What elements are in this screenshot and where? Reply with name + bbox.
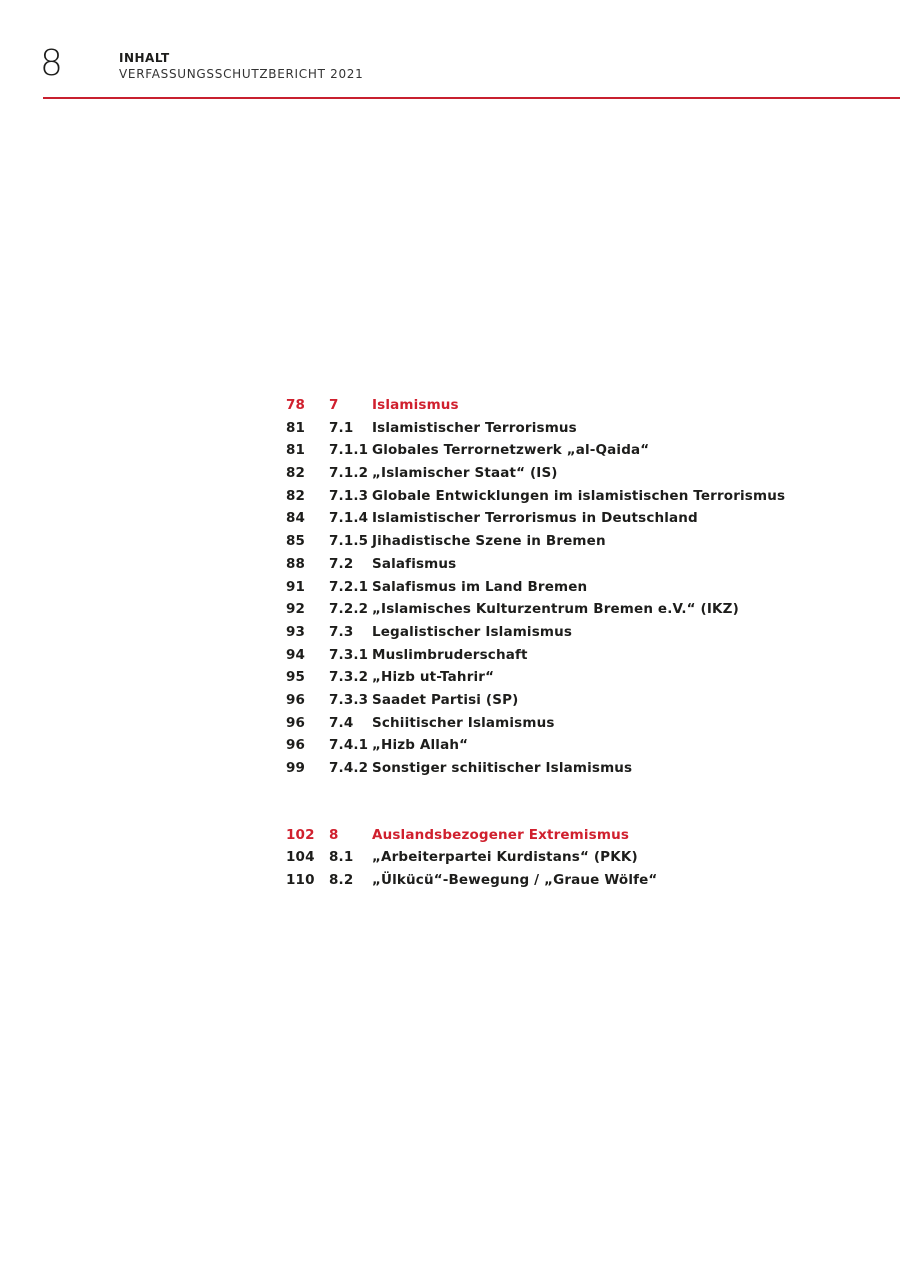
toc-section-number: 7.1.4 xyxy=(329,510,369,527)
toc-page-number: 85 xyxy=(286,533,306,550)
toc-page-number: 99 xyxy=(286,760,306,776)
toc-page-number: 88 xyxy=(286,555,306,572)
toc-section-title: Saadet Partisi (SP) xyxy=(372,691,519,708)
toc-section-number: 7.1.2 xyxy=(329,465,369,482)
toc-page-number: 96 xyxy=(286,714,306,731)
toc-page-number: 84 xyxy=(286,510,306,527)
toc-entry[interactable] xyxy=(286,598,886,621)
toc-section-number: 7.3.3 xyxy=(329,691,369,708)
toc-page-number: 81 xyxy=(286,419,306,436)
toc-section-number: 7.2.1 xyxy=(329,578,369,595)
toc-section-number: 7.4.1 xyxy=(329,737,369,754)
toc-entry[interactable] xyxy=(286,757,886,780)
toc-entry[interactable] xyxy=(286,462,886,485)
toc-page-number: 91 xyxy=(286,578,306,595)
toc-entry[interactable] xyxy=(286,689,886,712)
toc-section-title: Salafismus xyxy=(372,555,457,572)
toc-section-number: 7.2 xyxy=(329,555,354,572)
toc-page-number: 93 xyxy=(286,623,306,640)
toc-section-title: Sonstiger schiitischer Islamismus xyxy=(372,760,633,776)
toc-section-number: 7.4 xyxy=(329,714,354,731)
toc-page-number: 82 xyxy=(286,465,306,482)
toc-section-title: Islamistischer Terrorismus in Deutschland xyxy=(372,510,698,527)
header-section-title: INHALT xyxy=(119,51,170,65)
toc-entry[interactable] xyxy=(286,485,886,508)
toc-entry[interactable] xyxy=(286,846,886,869)
toc-section-title: Islamistischer Terrorismus xyxy=(372,419,577,436)
toc-group-chapter-7 xyxy=(286,394,886,780)
toc-entry[interactable] xyxy=(286,439,886,462)
toc-section-title: Islamismus xyxy=(372,397,459,413)
header-divider xyxy=(43,97,900,99)
toc-page-number: 78 xyxy=(286,397,306,413)
page-number: 8 xyxy=(40,43,63,84)
toc-page-number: 82 xyxy=(286,487,306,504)
toc-section-title: Globale Entwicklungen im islamistischen Terrorismus xyxy=(372,487,786,504)
toc-page-number: 96 xyxy=(286,737,306,754)
toc-entry[interactable] xyxy=(286,621,886,644)
toc-section-title: Auslandsbezogener Extremismus xyxy=(372,826,630,843)
toc-page-number: 95 xyxy=(286,669,306,686)
toc-page-number: 110 xyxy=(286,872,315,889)
running-header xyxy=(119,51,363,82)
toc-section-title: Schiitischer Islamismus xyxy=(372,714,555,731)
toc-entry[interactable] xyxy=(286,417,886,440)
toc-section-number: 7.3.2 xyxy=(329,669,369,686)
toc-section-title: Muslimbruderschaft xyxy=(372,646,528,663)
toc-entry[interactable] xyxy=(286,666,886,689)
toc-entry[interactable] xyxy=(286,507,886,530)
toc-section-title: Salafismus im Land Bremen xyxy=(372,578,588,595)
toc-page-number: 92 xyxy=(286,601,306,618)
toc-group-chapter-8 xyxy=(286,824,886,892)
toc-section-title: Globales Terrornetzwerk „al-Qaida“ xyxy=(372,442,650,459)
toc-section-title: „Islamischer Staat“ (IS) xyxy=(372,465,558,482)
toc-section-number: 7.1.3 xyxy=(329,487,369,504)
toc-section-number: 7.4.2 xyxy=(329,760,369,776)
toc-section-title: Legalistischer Islamismus xyxy=(372,623,573,640)
toc-section-number: 7.1 xyxy=(329,419,354,436)
toc-entry[interactable] xyxy=(286,734,886,757)
toc-section-number: 7.1.1 xyxy=(329,442,369,459)
toc-chapter-entry[interactable] xyxy=(286,394,886,417)
toc-page-number: 96 xyxy=(286,691,306,708)
toc-section-number: 8 xyxy=(329,826,339,843)
toc-entry[interactable] xyxy=(286,869,886,892)
toc-page-number: 104 xyxy=(286,849,315,866)
header-report-title: VERFASSUNGSSCHUTZBERICHT 2021 xyxy=(119,67,364,81)
table-of-contents xyxy=(286,394,886,892)
toc-page-number: 102 xyxy=(286,826,315,843)
toc-section-number: 8.2 xyxy=(329,872,354,889)
toc-section-title: „Hizb Allah“ xyxy=(372,737,469,754)
toc-entry[interactable] xyxy=(286,644,886,667)
toc-section-number: 8.1 xyxy=(329,849,354,866)
toc-section-number: 7.3.1 xyxy=(329,646,369,663)
toc-page-number: 94 xyxy=(286,646,306,663)
toc-section-title: Jihadistische Szene in Bremen xyxy=(372,533,606,550)
toc-page-number: 81 xyxy=(286,442,306,459)
toc-section-number: 7.2.2 xyxy=(329,601,369,618)
toc-entry[interactable] xyxy=(286,553,886,576)
toc-section-title: „Ülkücü“-Bewegung / „Graue Wölfe“ xyxy=(372,872,658,889)
toc-section-number: 7.1.5 xyxy=(329,533,369,550)
toc-section-title: „Arbeiterpartei Kurdistans“ (PKK) xyxy=(372,849,638,866)
toc-section-number: 7.3 xyxy=(329,623,354,640)
toc-section-title: „Hizb ut-Tahrir“ xyxy=(372,669,495,686)
toc-entry[interactable] xyxy=(286,530,886,553)
toc-chapter-entry[interactable] xyxy=(286,824,886,847)
toc-section-title: „Islamisches Kulturzentrum Bremen e.V.“ (IKZ) xyxy=(372,601,739,618)
toc-entry[interactable] xyxy=(286,712,886,735)
toc-entry[interactable] xyxy=(286,576,886,599)
toc-section-number: 7 xyxy=(329,397,339,413)
